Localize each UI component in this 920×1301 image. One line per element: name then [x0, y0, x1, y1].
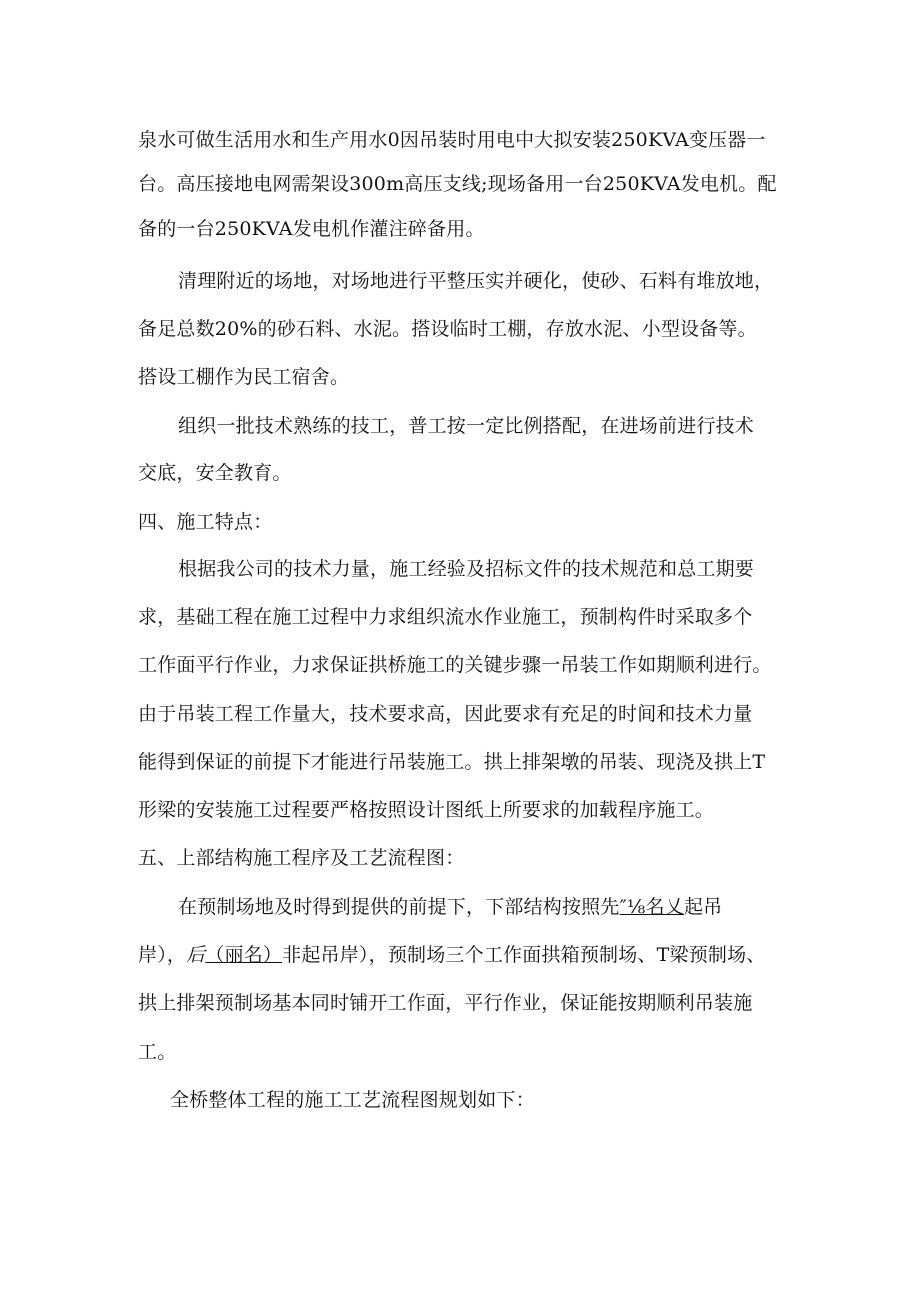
first-marked-text: ″⅛名乂 [619, 896, 684, 918]
second-marked-text: （丽名） [205, 944, 283, 966]
paragraph-line-2: 台。高压接地电网需架设300m高压支线;现场备用一台250KVA发电机。配 [138, 173, 777, 195]
paragraph-line-12: 由于吊装工程工作量大，技术要求高，因此要求有充足的时间和技术力量 [138, 703, 753, 725]
paragraph-line-16-start: 岸）， [138, 944, 187, 966]
paragraph-line-6: 搭设工棚作为民工宿舍。 [138, 366, 350, 388]
paragraph-line-5: 备足总数20%的砂石料、水泥。搭设临时工棚，存放水泥、小型设备等。 [138, 318, 757, 340]
paragraph-line-3: 备的一台250KVA发电机作灌注碎备用。 [138, 218, 485, 240]
paragraph-line-7: 组织一批技术熟练的技工，普工按一定比例搭配，在进场前进行技术 [178, 415, 755, 437]
paragraph-line-11: 工作面平行作业，力求保证拱桥施工的关键步骤一吊装工作如期顺利进行。 [138, 654, 772, 676]
paragraph-line-1: 泉水可做生活用水和生产用水0因吊装时用电中大拟安装250KVA变压器一 [138, 129, 766, 151]
paragraph-line-15-text: 在预制场地及时得到提供的前提下，下部结构按照先 [178, 896, 620, 918]
paragraph-line-4: 清理附近的场地，对场地进行平整压实并硬化，使砂、石料有堆放地， [178, 270, 774, 292]
paragraph-line-16 [138, 943, 766, 967]
section-heading-four: 四、施工特点： [138, 511, 273, 533]
paragraph-line-15-ending: 起吊 [683, 896, 723, 918]
paragraph-line-18: 工。 [138, 1041, 177, 1063]
paragraph-line-13: 能得到保证的前提下才能进行吊装施工。拱上排架墩的吊装、现浇及拱上T [138, 751, 766, 773]
paragraph-line-10: 求，基础工程在施工过程中力求组织流水作业施工，预制构件时采取多个 [138, 606, 753, 628]
paragraph-line-14: 形梁的安装施工过程要严格按照设计图纸上所要求的加载程序施工。 [138, 799, 715, 821]
paragraph-line-15 [178, 895, 722, 919]
section-heading-five: 五、上部结构施工程序及工艺流程图： [138, 847, 465, 869]
paragraph-line-17: 拱上排架预制场基本同时铺开工作面，平行作业，保证能按期顺利吊装施 [138, 992, 753, 1014]
paragraph-line-9: 根据我公司的技术力量，施工经验及招标文件的技术规范和总工期要 [178, 558, 755, 580]
paragraph-line-16-end: 非起吊岸），预制场三个工作面拱箱预制场、T梁预制场、 [282, 944, 766, 966]
paragraph-line-8: 交底，安全教育。 [138, 462, 292, 484]
paragraph-line-19: 全桥整体工程的施工工艺流程图规划如下： [170, 1089, 535, 1111]
second-mark-prefix: 后 [186, 944, 206, 966]
